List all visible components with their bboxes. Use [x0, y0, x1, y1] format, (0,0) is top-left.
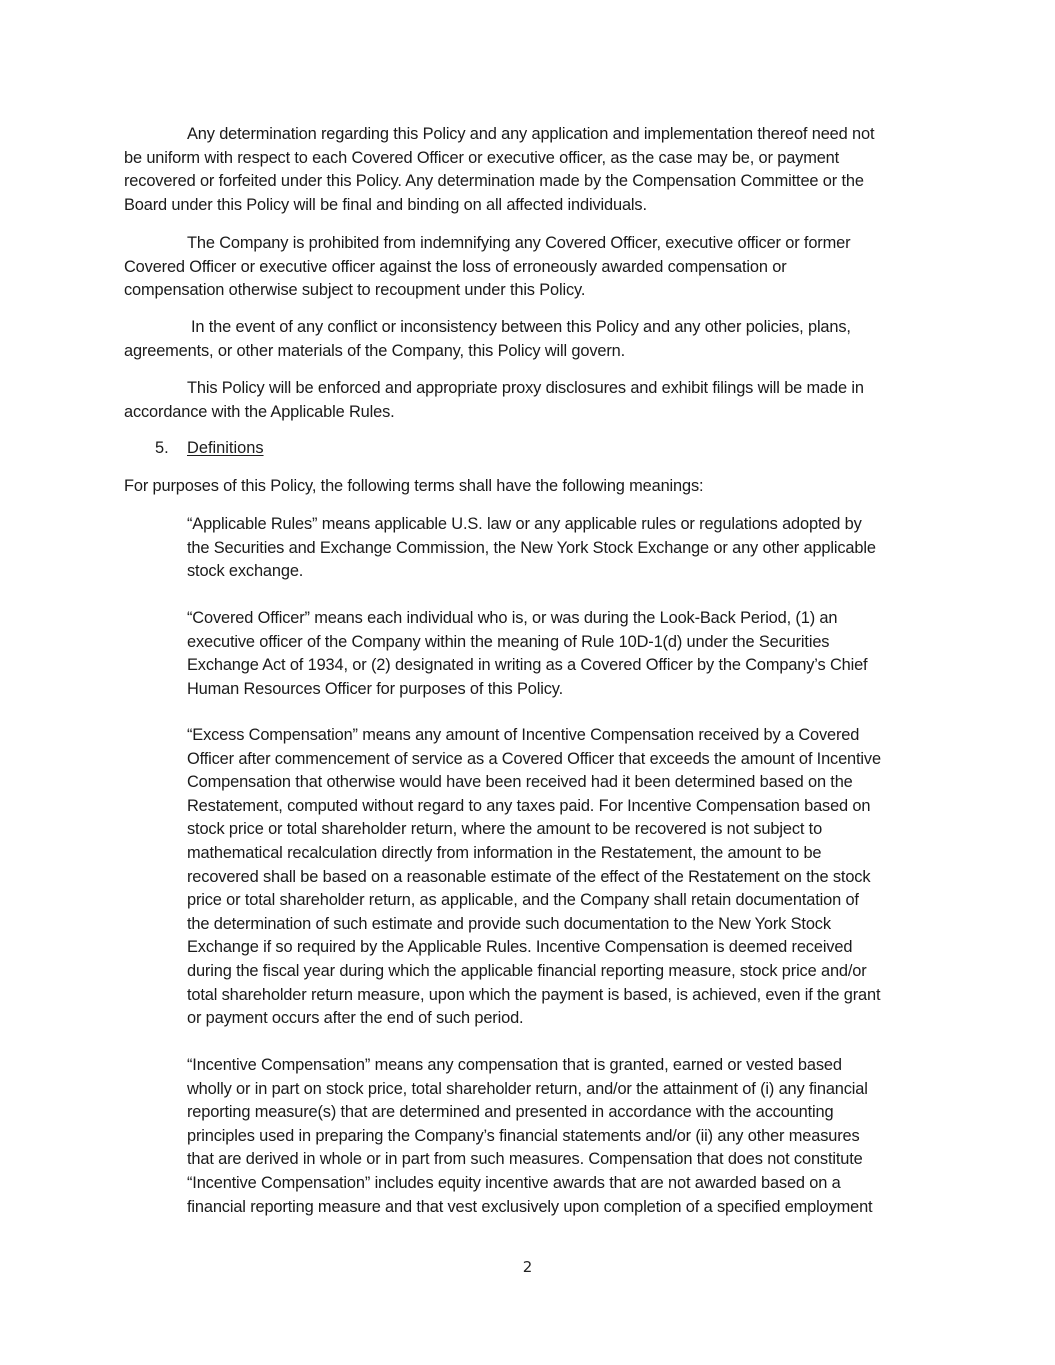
text-line: Officer after commencement of service as a Covered Officer that exceeds the amount of Incentive — [187, 749, 881, 768]
text-line: mathematical recalculation directly from information in the Restatement, the amount to be — [187, 843, 822, 862]
text-line: “Covered Officer” means each individual who is, or was during the Look-Back Period, (1) an — [187, 609, 838, 627]
page-number: 2 — [522, 1258, 533, 1276]
section-number: 5. — [155, 439, 169, 457]
paragraph-conflict — [124, 316, 944, 363]
text-line: Covered Officer or executive officer against the loss of erroneously awarded compensation or — [124, 257, 787, 276]
text-line: In the event of any conflict or inconsistency between this Policy and any other policies, plans, — [191, 318, 851, 336]
definition-incentive-compensation — [187, 1054, 947, 1219]
text-line: or payment occurs after the end of such period. — [187, 1009, 524, 1028]
text-line: stock price or total shareholder return, where the amount to be recovered is not subject to — [187, 820, 823, 839]
definition-excess-compensation — [187, 724, 947, 1031]
text-line: the determination of such estimate and provide such documentation to the New York Stock — [187, 914, 831, 933]
text-line: This Policy will be enforced and appropriate proxy disclosures and exhibit filings will be made in — [187, 379, 864, 397]
text-line: “Incentive Compensation” includes equity incentive awards that are not awarded based on a — [187, 1173, 841, 1192]
text-line: wholly or in part on stock price, total shareholder return, and/or the attainment of (i) any financial — [187, 1079, 868, 1098]
paragraph-indemnification — [124, 232, 944, 303]
text-line: reporting measure(s) that are determined and presented in accordance with the accounting — [187, 1103, 834, 1122]
text-line: “Incentive Compensation” means any compensation that is granted, earned or vested based — [187, 1056, 842, 1074]
paragraph-enforcement — [124, 377, 944, 424]
text-line: For purposes of this Policy, the following terms shall have the following meanings: — [124, 477, 704, 495]
text-line: accordance with the Applicable Rules. — [124, 402, 395, 421]
text-line: total shareholder return measure, upon which the payment is based, is achieved, even if the grant — [187, 985, 881, 1004]
paragraph-determination — [124, 123, 944, 217]
text-line: that are derived in whole or in part from such measures. Compensation that does not constitute — [187, 1150, 863, 1169]
section-heading — [155, 437, 264, 461]
text-line: recovered shall be based on a reasonable estimate of the effect of the Restatement on the stock — [187, 867, 871, 886]
text-line: the Securities and Exchange Commission, the New York Stock Exchange or any other applicable — [187, 538, 876, 557]
text-line: principles used in preparing the Company’s financial statements and/or (ii) any other measures — [187, 1126, 860, 1145]
text-line: recovered or forfeited under this Policy. Any determination made by the Compensation Committee or the — [124, 172, 864, 191]
text-line: stock exchange. — [187, 562, 304, 581]
text-line: Compensation that otherwise would have been received had it been determined based on the — [187, 773, 853, 792]
text-line: be uniform with respect to each Covered Officer or executive officer, as the case may be, or payment — [124, 148, 840, 167]
text-line: Exchange if so required by the Applicable Rules. Incentive Compensation is deemed received — [187, 938, 853, 957]
text-line: price or total shareholder return, as applicable, and the Company shall retain documentation of — [187, 891, 859, 910]
text-line: Any determination regarding this Policy and any application and implementation thereof need not — [187, 125, 875, 143]
text-line: Exchange Act of 1934, or (2) designated in writing as a Covered Officer by the Company’s Chief — [187, 656, 868, 675]
text-line: agreements, or other materials of the Company, this Policy will govern. — [124, 341, 626, 360]
definition-covered-officer — [187, 607, 947, 701]
text-line: Restatement, computed without regard to any taxes paid. For Incentive Compensation based on — [187, 796, 871, 815]
text-line: financial reporting measure and that vest exclusively upon completion of a specified employment — [187, 1197, 873, 1216]
definition-applicable-rules — [187, 513, 947, 584]
section-title: Definitions — [187, 439, 264, 457]
text-line: Board under this Policy will be final and binding on all affected individuals. — [124, 195, 647, 214]
text-line: “Excess Compensation” means any amount of Incentive Compensation received by a Covered — [187, 726, 860, 744]
text-line: “Applicable Rules” means applicable U.S. law or any applicable rules or regulations adopted by — [187, 515, 862, 533]
text-line: Human Resources Officer for purposes of this Policy. — [187, 679, 564, 698]
text-line: compensation otherwise subject to recoupment under this Policy. — [124, 281, 586, 300]
text-line: executive officer of the Company within the meaning of Rule 10D-1(d) under the Securities — [187, 632, 830, 651]
text-line: The Company is prohibited from indemnifying any Covered Officer, executive officer or former — [187, 234, 851, 252]
definitions-intro — [124, 475, 944, 499]
text-line: during the fiscal year during which the applicable financial reporting measure, stock price and/or — [187, 961, 867, 980]
